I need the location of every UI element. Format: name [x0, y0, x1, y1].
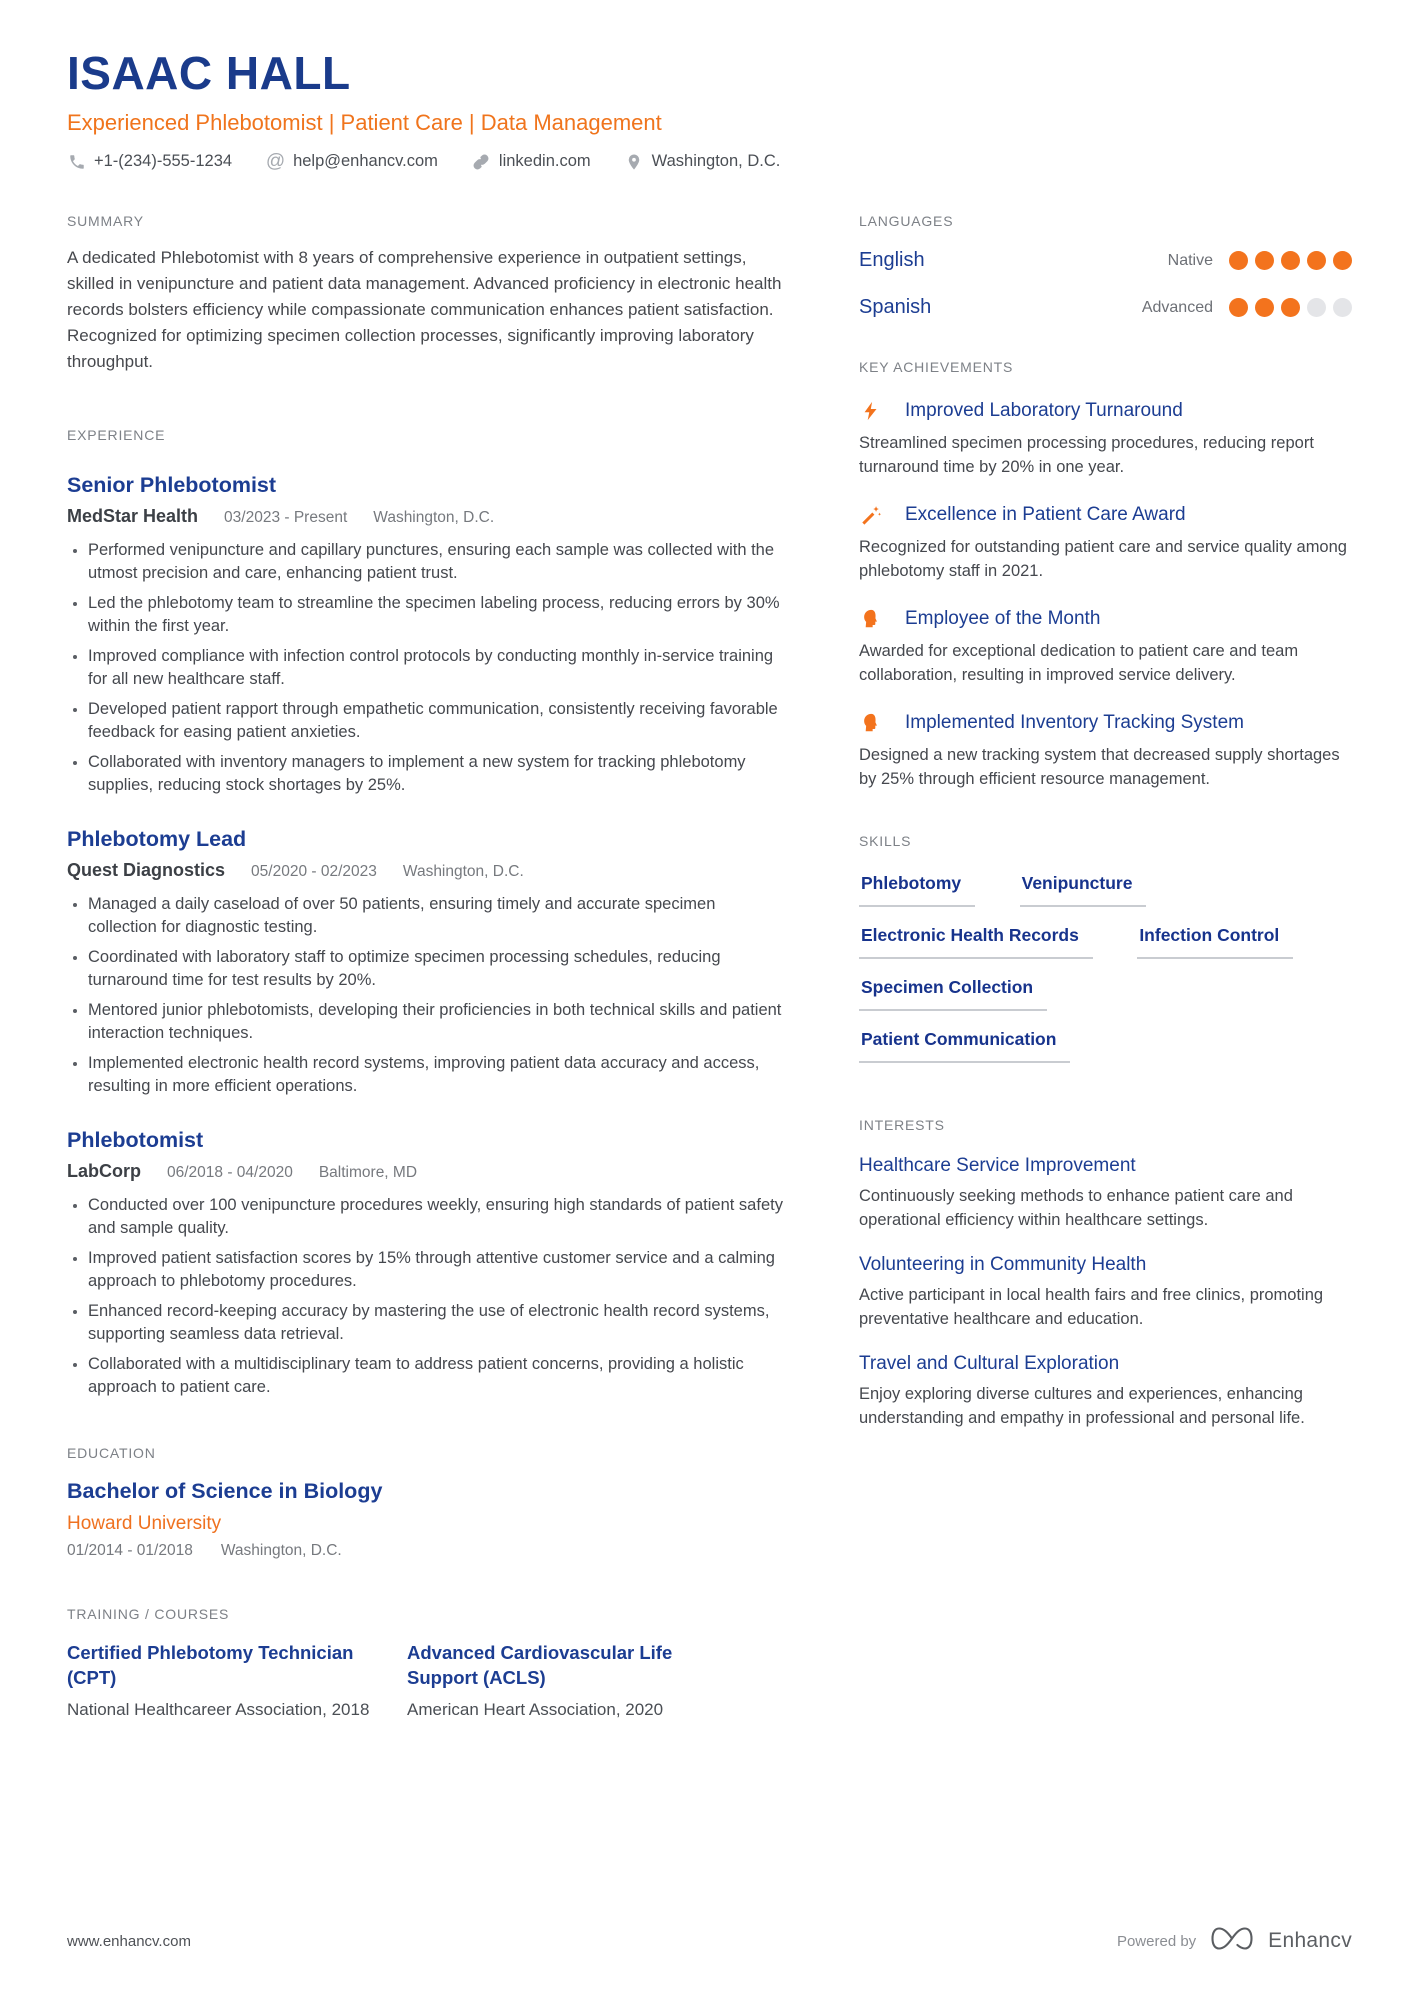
skill-item: Infection Control	[1137, 925, 1293, 959]
education-degree: Bachelor of Science in Biology	[67, 1479, 383, 1503]
job-company: Quest Diagnostics	[67, 860, 226, 880]
job-meta	[67, 860, 783, 881]
language-dots	[1229, 251, 1352, 270]
achievement-entry	[859, 399, 1352, 479]
language-row	[859, 296, 1352, 319]
powered-by-label: Powered by	[1116, 1932, 1197, 1950]
footer-site-link[interactable]: www.enhancv.com	[67, 1932, 191, 1950]
language-row	[859, 249, 1352, 272]
achievement-text: Awarded for exceptional dedication to patient care and team collaboration, resulting in improved service delivery.	[859, 642, 1299, 684]
job-company: MedStar Health	[67, 506, 199, 526]
course-entry	[407, 1640, 713, 1722]
summary-section-label: SUMMARY	[67, 213, 144, 229]
interest-text: Enjoy exploring diverse cultures and experiences, enhancing understanding and empathy in professional and personal life.	[859, 1385, 1305, 1427]
interest-entry	[859, 1353, 1352, 1430]
link-value[interactable]: linkedin.com	[498, 152, 591, 170]
enhancv-logo-icon	[1210, 1925, 1254, 1957]
achievement-title: Excellence in Patient Care Award	[905, 504, 1186, 525]
job-bullet: • Managed a daily caseload of over 50 patients, ensuring timely and accurate specimen collection for diagnostic testing.	[88, 893, 783, 939]
wand-icon	[859, 503, 883, 527]
job-title: Phlebotomy Lead	[67, 827, 247, 851]
contact-link[interactable]	[472, 152, 591, 171]
job-company: LabCorp	[67, 1161, 141, 1181]
job-location: Baltimore, MD	[318, 1164, 418, 1181]
job-bullet-list	[67, 893, 783, 1098]
contact-row	[67, 152, 1352, 171]
proficiency-dot	[1281, 251, 1300, 270]
enhancv-brand-name: Enhancv	[1268, 1929, 1352, 1952]
education-dates: 01/2014 - 01/2018	[67, 1542, 193, 1559]
job-bullet: • Mentored junior phlebotomists, developing their proficiencies in both technical skills and patient interaction techniques.	[88, 999, 783, 1045]
skill-item: Patient Communication	[859, 1029, 1070, 1063]
training-section-label: TRAINING / COURSES	[67, 1606, 230, 1622]
job-bullet: • Performed venipuncture and capillary punctures, ensuring each sample was collected with the utmost precision and care, enhancing patient trust.	[88, 539, 783, 585]
location-pin-icon	[625, 152, 644, 171]
skill-item: Specimen Collection	[859, 977, 1047, 1011]
languages-section-label: LANGUAGES	[859, 213, 954, 229]
job-location: Washington, D.C.	[373, 509, 495, 526]
experience-entry	[67, 1128, 783, 1399]
head-icon	[859, 607, 883, 631]
skills-section-label: SKILLS	[859, 833, 912, 849]
job-bullet: • Developed patient rapport through empathetic communication, consistently receiving favorable feedback for easing patient anxieties.	[88, 698, 783, 744]
proficiency-dot	[1307, 298, 1326, 317]
course-title: Certified Phlebotomy Technician (CPT)	[67, 1642, 354, 1688]
job-bullet-list	[67, 539, 783, 797]
skill-item: Venipuncture	[1020, 873, 1147, 907]
interest-text: Continuously seeking methods to enhance patient care and operational efficiency within healthcare settings.	[859, 1187, 1293, 1229]
job-location: Washington, D.C.	[402, 863, 524, 880]
summary-text: A dedicated Phlebotomist with 8 years of comprehensive experience in outpatient settings, skilled in venipuncture and patient data management. Advanced proficiency in electronic health records bolsters efficiency while compassionate communication enhances patient satisfaction. Recognized for optimizing specimen collection processes, significantly improving laboratory throughput.	[67, 248, 782, 371]
skills-list	[859, 855, 1352, 1063]
candidate-headline: Experienced Phlebotomist | Patient Care | Data Management	[67, 110, 662, 135]
experience-entry	[67, 473, 783, 797]
at-icon: @	[265, 151, 286, 172]
language-name: Spanish	[859, 296, 932, 318]
achievement-title: Implemented Inventory Tracking System	[905, 712, 1244, 733]
achievement-entry	[859, 503, 1352, 583]
experience-entry	[67, 827, 783, 1098]
job-bullet: • Collaborated with a multidisciplinary team to address patient concerns, providing a holistic approach to patient care.	[88, 1353, 783, 1399]
language-level: Advanced	[1141, 298, 1213, 316]
contact-location	[625, 152, 781, 171]
interest-title: Volunteering in Community Health	[859, 1254, 1147, 1275]
education-school: Howard University	[67, 1513, 222, 1534]
proficiency-dot	[1229, 251, 1248, 270]
achievement-entry	[859, 607, 1352, 687]
contact-phone	[67, 152, 232, 171]
education-meta	[67, 1542, 783, 1560]
head-icon	[859, 711, 883, 735]
course-org: National Healthcareer Association, 2018	[67, 1700, 370, 1719]
link-icon	[472, 152, 491, 171]
left-column	[67, 213, 783, 1722]
language-dots	[1229, 298, 1352, 317]
resume-header	[67, 46, 1352, 171]
proficiency-dot	[1255, 298, 1274, 317]
achievement-title: Improved Laboratory Turnaround	[905, 400, 1183, 421]
interest-entry	[859, 1254, 1352, 1331]
interests-section-label: INTERESTS	[859, 1117, 945, 1133]
language-level: Native	[1167, 251, 1213, 269]
job-bullet: • Led the phlebotomy team to streamline the specimen labeling process, reducing errors by 30% within the first year.	[88, 592, 783, 638]
achievement-text: Streamlined specimen processing procedures, reducing report turnaround time by 20% in one year.	[859, 434, 1314, 476]
proficiency-dot	[1229, 298, 1248, 317]
education-entry	[67, 1479, 783, 1560]
phone-icon	[67, 152, 86, 171]
language-name: English	[859, 249, 925, 271]
interest-title: Travel and Cultural Exploration	[859, 1353, 1120, 1374]
job-dates: 06/2018 - 04/2020	[167, 1164, 293, 1181]
course-entry	[67, 1640, 373, 1722]
right-column	[859, 213, 1352, 1722]
job-title: Phlebotomist	[67, 1128, 204, 1152]
job-bullet: • Conducted over 100 venipuncture procedures weekly, ensuring high standards of patient safety and sample quality.	[88, 1194, 783, 1240]
location-value: Washington, D.C.	[651, 152, 781, 170]
interest-text: Active participant in local health fairs and free clinics, promoting preventative healthcare and education.	[859, 1286, 1324, 1328]
experience-section-label: EXPERIENCE	[67, 427, 166, 443]
achievement-entry	[859, 711, 1352, 791]
candidate-name: ISAAC HALL	[67, 47, 351, 99]
skill-item: Electronic Health Records	[859, 925, 1093, 959]
interest-entry	[859, 1155, 1352, 1232]
proficiency-dot	[1307, 251, 1326, 270]
achievement-title: Employee of the Month	[905, 608, 1101, 629]
achievements-section-label: KEY ACHIEVEMENTS	[859, 359, 1014, 375]
skill-item: Phlebotomy	[859, 873, 975, 907]
job-meta	[67, 506, 783, 527]
job-dates: 03/2023 - Present	[224, 509, 348, 526]
education-section-label: EDUCATION	[67, 1445, 156, 1461]
bolt-icon	[859, 399, 883, 423]
proficiency-dot	[1255, 251, 1274, 270]
proficiency-dot	[1281, 298, 1300, 317]
education-location: Washington, D.C.	[220, 1542, 342, 1559]
job-bullet: • Improved patient satisfaction scores by 15% through attentive customer service and a calming approach to phlebotomy procedures.	[88, 1247, 783, 1293]
job-meta	[67, 1161, 783, 1182]
job-title: Senior Phlebotomist	[67, 473, 277, 497]
job-bullet: • Coordinated with laboratory staff to optimize specimen processing schedules, reducing turnaround time for test results by 20%.	[88, 946, 783, 992]
job-bullet-list	[67, 1194, 783, 1399]
job-bullet: • Implemented electronic health record systems, improving patient data accuracy and access, resulting in more efficient operations.	[88, 1052, 783, 1098]
contact-email[interactable]	[266, 152, 438, 171]
course-title: Advanced Cardiovascular Life Support (ACLS)	[407, 1642, 673, 1688]
email-value[interactable]: help@enhancv.com	[293, 152, 438, 170]
interest-title: Healthcare Service Improvement	[859, 1155, 1136, 1176]
job-bullet: • Enhanced record-keeping accuracy by mastering the use of electronic health record systems, supporting seamless data retrieval.	[88, 1300, 783, 1346]
proficiency-dot	[1333, 298, 1352, 317]
course-list	[67, 1640, 783, 1722]
phone-value: +1-(234)-555-1234	[94, 152, 233, 170]
course-org: American Heart Association, 2020	[407, 1700, 664, 1719]
achievement-text: Recognized for outstanding patient care and service quality among phlebotomy staff in 2021.	[859, 538, 1347, 580]
proficiency-dot	[1333, 251, 1352, 270]
achievement-text: Designed a new tracking system that decreased supply shortages by 25% through efficient resource management.	[859, 746, 1340, 788]
job-bullet: • Collaborated with inventory managers to implement a new system for tracking phlebotomy supplies, reducing stock shortages by 25%.	[88, 751, 783, 797]
page-footer	[67, 1925, 1352, 1957]
job-bullet: • Improved compliance with infection control protocols by conducting monthly in-service training for all new healthcare staff.	[88, 645, 783, 691]
job-dates: 05/2020 - 02/2023	[251, 863, 377, 880]
